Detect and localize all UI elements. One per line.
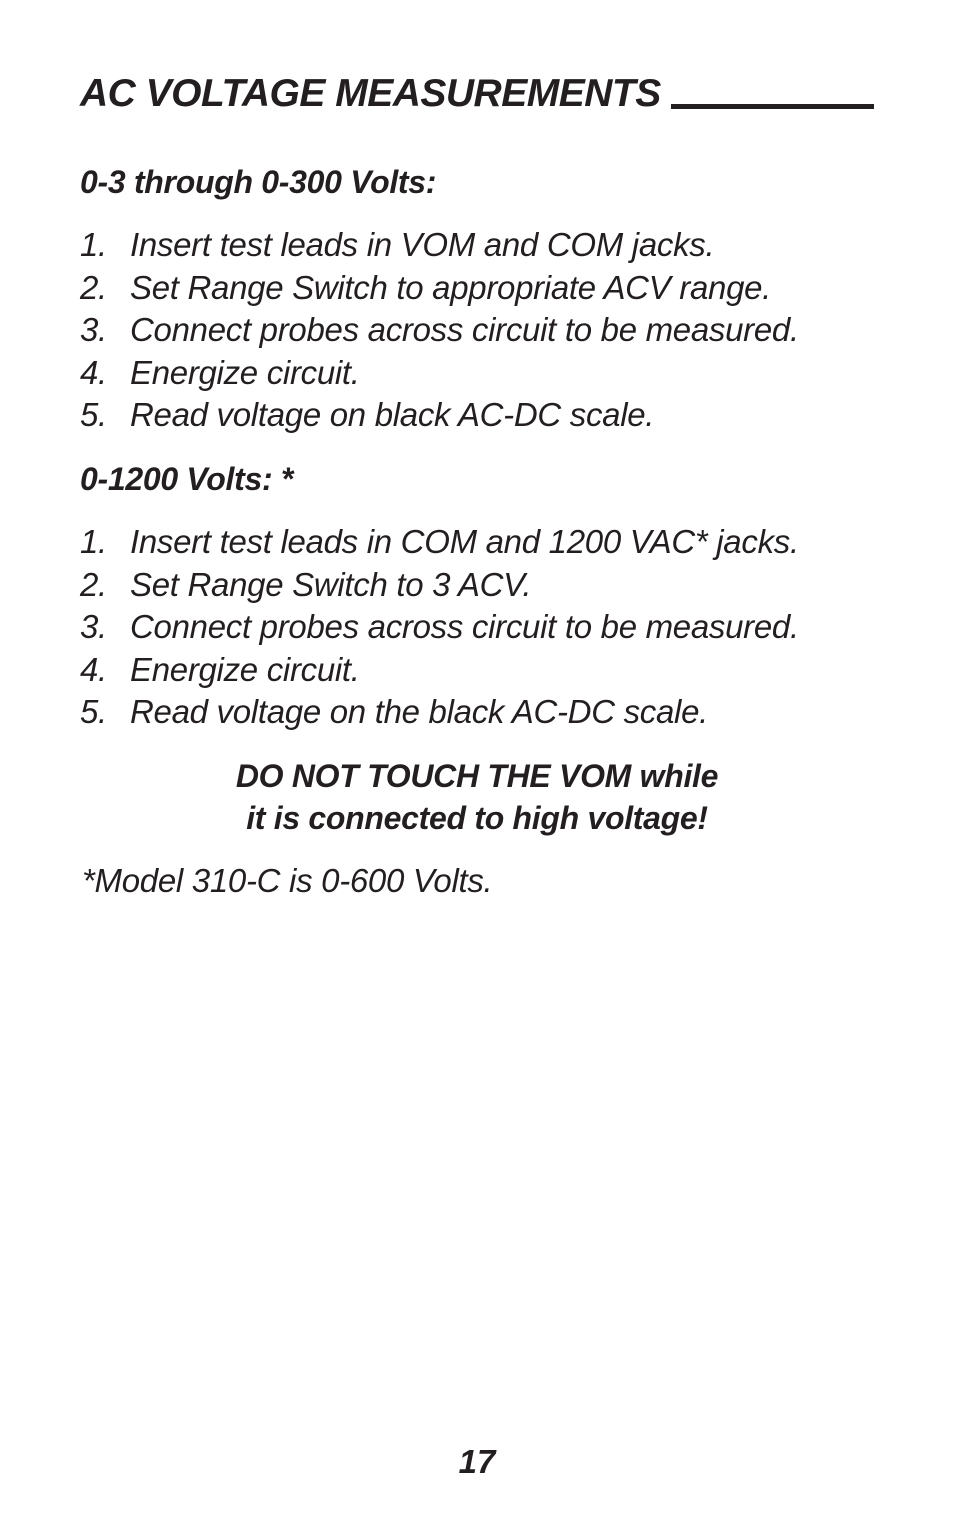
step-text: Connect probes across circuit to be measured. bbox=[130, 608, 799, 645]
steps-list-high-range bbox=[80, 521, 799, 734]
title-row bbox=[80, 70, 874, 118]
step-number: 5. bbox=[80, 693, 107, 730]
page-title: AC VOLTAGE MEASUREMENTS bbox=[80, 72, 661, 115]
list-item bbox=[80, 267, 799, 310]
warning-line-2: it is connected to high voltage! bbox=[246, 800, 708, 836]
steps-list-low-range bbox=[80, 224, 799, 437]
footnote: *Model 310-C is 0-600 Volts. bbox=[82, 862, 493, 899]
step-text: Set Range Switch to 3 ACV. bbox=[130, 565, 532, 603]
step-number: 1. bbox=[80, 523, 107, 560]
step-text: Insert test leads in VOM and COM jacks. bbox=[130, 226, 715, 263]
step-number: 3. bbox=[80, 608, 107, 645]
step-text: Read voltage on black AC-DC scale. bbox=[130, 396, 655, 433]
step-text: Connect probes across circuit to be measured. bbox=[130, 311, 799, 348]
step-text: Energize circuit. bbox=[130, 353, 360, 391]
list-item bbox=[80, 352, 799, 395]
step-number: 5. bbox=[80, 396, 107, 433]
title-rule bbox=[671, 104, 874, 109]
step-number: 2. bbox=[80, 565, 107, 603]
list-item bbox=[80, 649, 799, 692]
step-number: 2. bbox=[80, 268, 107, 306]
step-number: 1. bbox=[80, 226, 107, 263]
list-item bbox=[80, 394, 799, 437]
warning-line-1: DO NOT TOUCH THE VOM while bbox=[235, 758, 719, 794]
step-number: 3. bbox=[80, 311, 107, 348]
list-item bbox=[80, 606, 799, 649]
list-item bbox=[80, 691, 799, 734]
step-text: Set Range Switch to appropriate ACV range. bbox=[130, 268, 772, 306]
list-item bbox=[80, 309, 799, 352]
step-number: 4. bbox=[80, 650, 107, 688]
list-item bbox=[80, 564, 799, 607]
step-number: 4. bbox=[80, 353, 107, 391]
step-text: Read voltage on the black AC-DC scale. bbox=[130, 693, 709, 730]
section-heading-high-range: 0-1200 Volts: * bbox=[80, 461, 294, 497]
step-text: Insert test leads in COM and 1200 VAC* jacks. bbox=[130, 523, 799, 560]
list-item bbox=[80, 521, 799, 564]
page-number: 17 bbox=[458, 1443, 496, 1480]
list-item bbox=[80, 224, 799, 267]
section-heading-low-range: 0-3 through 0-300 Volts: bbox=[80, 164, 437, 200]
step-text: Energize circuit. bbox=[130, 650, 360, 688]
